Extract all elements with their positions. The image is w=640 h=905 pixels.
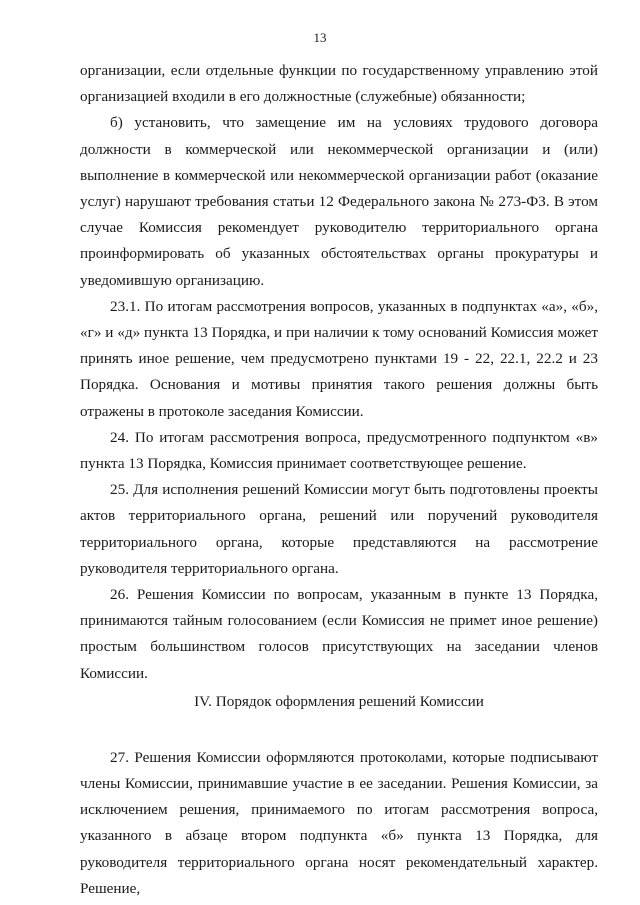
document-body (80, 58, 598, 902)
paragraph-27: 27. Решения Комиссии оформляются протоколами, которые подписывают члены Комиссии, принимавшие участие в ее заседании. Решения Комиссии, за исключением решения, принимаемого по итогам рассмотрения вопроса, указанного в абзаце втором подпункта «б» пункта 13 Порядка, для руководителя территориального органа носят рекомендательный характер. Решение, (80, 748, 598, 897)
section-spacer (80, 715, 598, 745)
paragraph-continuation: организации, если отдельные функции по государственному управлению этой организацией входили в его должностные (служебные) обязанности; (80, 62, 598, 106)
paragraph-24: 24. По итогам рассмотрения вопроса, предусмотренного подпунктом «в» пункта 13 Порядка, Комиссия принимает соответствующее решение. (80, 428, 598, 473)
section-heading: IV. Порядок оформления решений Комиссии (194, 692, 484, 710)
paragraph-25: 25. Для исполнения решений Комиссии могут быть подготовлены проекты актов территориального органа, решений или поручений руководителя территориального органа, которые представляются на рассмотрение руководителя территориального органа. (80, 481, 598, 577)
paragraph-23-1: 23.1. По итогам рассмотрения вопросов, указанных в подпунктах «а», «б», «г» и «д» пункта 13 Порядка, и при наличии к тому оснований Комиссия может принять иное решение, чем предусмотрено пунктами 19 - 22, 22.1, 22.2 и 23 Порядка. Основания и мотивы принятия такого решения должны быть отражены в протоколе заседания Комиссии. (80, 297, 598, 420)
paragraph-b: б) установить, что замещение им на условиях трудового договора должности в коммерческой или некоммерческой организации и (или) выполнение в коммерческой или некоммерческой организации работ (оказание услуг) нарушают требования статьи 12 Федерального закона № 273-ФЗ. В этом случае Комиссия рекомендует руководителю территориального органа проинформировать об указанных обстоятельствах органы прокуратуры и уведомившую организацию. (80, 114, 598, 289)
paragraph-26: 26. Решения Комиссии по вопросам, указанным в пункте 13 Порядка, принимаются тайным голосованием (если Комиссия не примет иное решение) простым большинством голосов присутствующих на заседании членов Комиссии. (80, 586, 598, 682)
page-number: 13 (313, 30, 327, 45)
